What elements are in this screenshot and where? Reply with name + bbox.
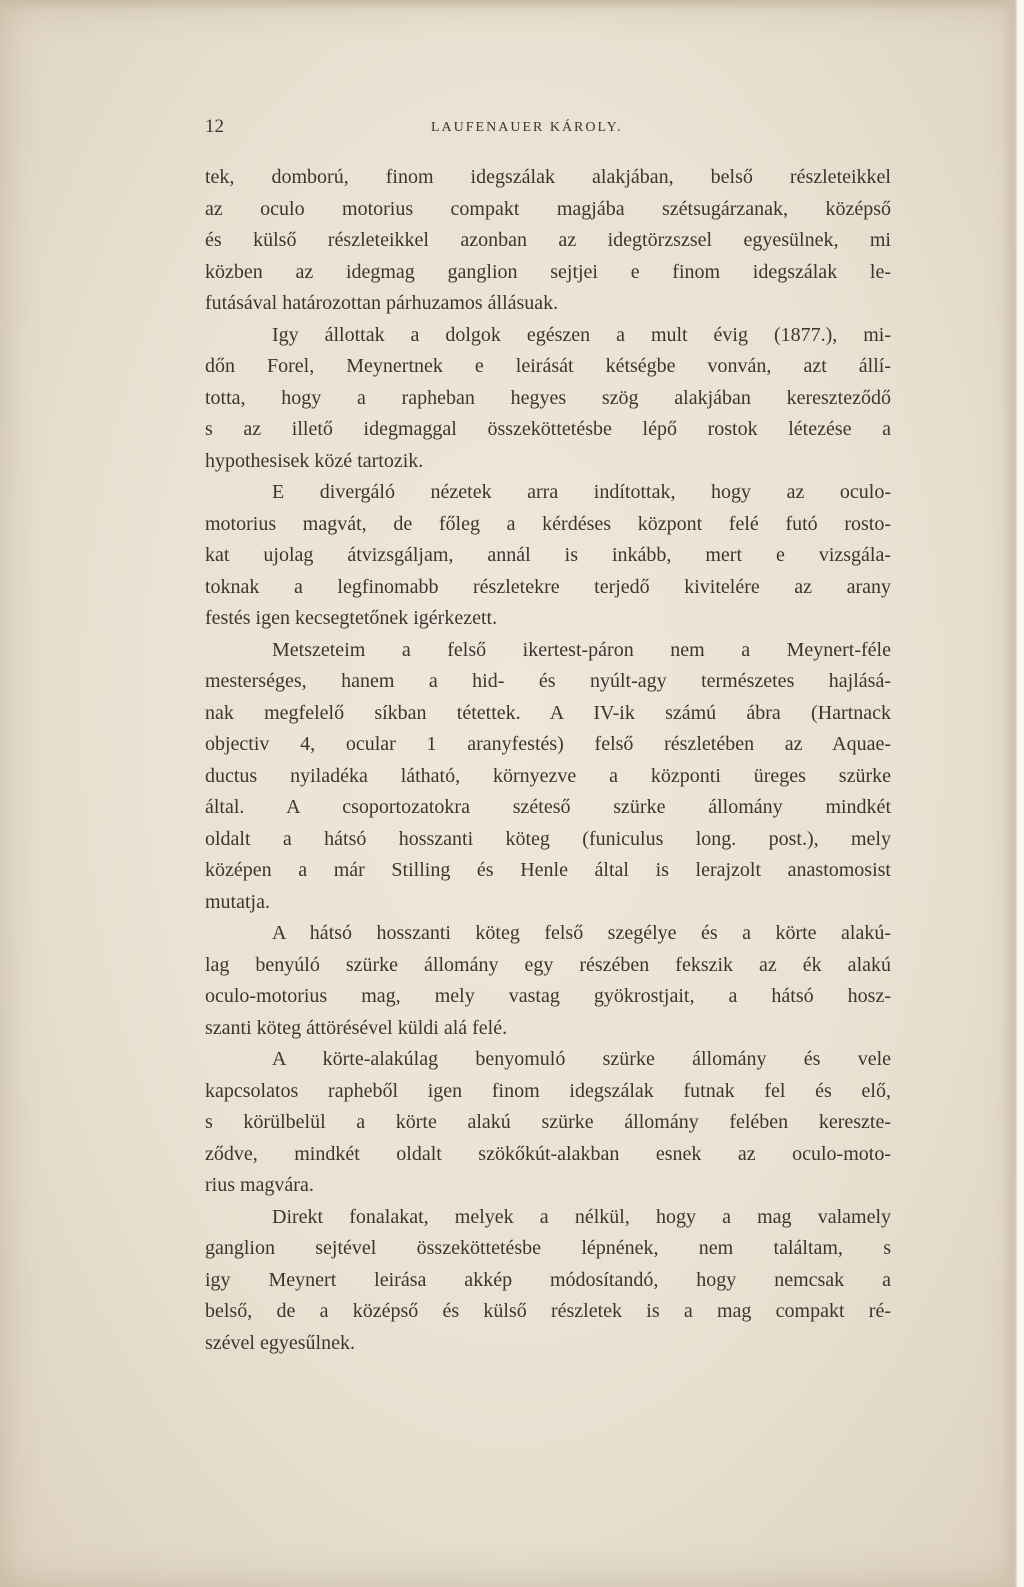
- text-line: belső, de a középső és külső részletek is a mag compakt ré-: [205, 1300, 891, 1322]
- text-line: kapcsolatos rapheből igen finom idegszálak futnak fel és elő,: [205, 1079, 891, 1102]
- text-line: az oculo motorius compakt magjába szétsugárzanak, középső: [205, 197, 891, 220]
- text-line: mutatja.: [205, 890, 270, 913]
- text-line: rius magvára.: [205, 1174, 314, 1196]
- paragraph: [205, 635, 891, 919]
- text-line: motorius magvát, de főleg a kérdéses központ felé futó rosto-: [205, 512, 891, 535]
- text-line: mesterséges, hanem a hid- és nyúlt-agy természetes hajlásá-: [205, 670, 891, 692]
- paragraph: [205, 918, 891, 1044]
- text-line: A hátsó hosszanti köteg felső szegélye és a körte alakú-: [272, 922, 891, 944]
- paragraph: [205, 320, 891, 478]
- text-line: középen a már Stilling és Henle által is lerajzolt anastomosist: [205, 859, 891, 881]
- text-line: szével egyesűlnek.: [205, 1331, 355, 1354]
- text-line: és külső részleteikkel azonban az idegtörzszsel egyesülnek, mi: [205, 229, 891, 251]
- text-line: futásával határozottan párhuzamos állásuak.: [205, 292, 559, 314]
- text-line: nak megfelelő síkban tétettek. A IV-ik számú ábra (Hartnack: [205, 701, 891, 724]
- text-line: s az illető idegmaggal összeköttetésbe lépő rostok létezése a: [205, 418, 891, 440]
- text-line: Igy állottak a dolgok egészen a mult évig (1877.), mi-: [272, 323, 891, 346]
- text-line: A körte-alakúlag benyomuló szürke állomány és vele: [272, 1048, 891, 1070]
- page-top-shadow: [0, 0, 1024, 10]
- text-line: hypothesisek közé tartozik.: [205, 449, 424, 472]
- paragraph: [205, 477, 891, 635]
- text-line: E divergáló nézetek arra indítottak, hogy az oculo-: [272, 481, 891, 503]
- text-line: oldalt a hátsó hosszanti köteg (funiculus long. post.), mely: [205, 827, 891, 850]
- text-line: által. A csoportozatokra széteső szürke állomány mindkét: [205, 796, 891, 818]
- text-line: s körülbelül a körte alakú szürke állomány felében keresztе-: [205, 1111, 891, 1133]
- text-line: Direkt fonalakat, melyek a nélkül, hogy a mag valamely: [272, 1205, 891, 1228]
- text-line: kat ujolag átvizsgáljam, annál is inkább, mert e vizsgála-: [205, 544, 891, 566]
- text-line: objectiv 4, ocular 1 aranyfestés) felső részletében az Aquae-: [205, 733, 891, 755]
- page-number: 12: [205, 116, 224, 137]
- text-line: igy Meynert leirása akkép módosítandó, hogy nemcsak a: [205, 1268, 891, 1291]
- paragraph: [205, 1044, 891, 1202]
- text-line: ductus nyiladéka látható, környezve a központi üreges szürke: [205, 764, 891, 787]
- text-line: ződve, mindkét oldalt szökőkút-alakban esnek az oculo-moto-: [205, 1142, 891, 1165]
- text-line: oculo-motorius mag, mely vastag gyökrostjait, a hátsó hosz-: [205, 985, 891, 1007]
- paragraph: [205, 1202, 891, 1360]
- paragraph: [205, 162, 891, 320]
- text-line: Metszeteim a felső ikertest-páron nem a Meynert-féle: [272, 638, 891, 661]
- text-line: totta, hogy a rapheban hegyes szög alakjában kereszteződő: [205, 386, 891, 409]
- text-line: festés igen kecsegtetőnek igérkezett.: [205, 607, 498, 629]
- page-header: [205, 116, 895, 142]
- text-line: szanti köteg áttörésével küldi alá felé.: [205, 1016, 508, 1039]
- page-right-edge: [1002, 0, 1024, 1587]
- text-line: tek, domború, finom idegszálak alakjában, belső részleteikkel: [205, 166, 891, 188]
- running-head: LAUFENAUER KÁROLY.: [431, 120, 623, 135]
- body-text: [205, 162, 891, 1359]
- text-line: közben az idegmag ganglion sejtjei e finom idegszálak le-: [205, 260, 891, 283]
- text-line: lag benyúló szürke állomány egy részében fekszik az ék alakú: [205, 953, 891, 976]
- text-line: toknak a legfinomabb részletekre terjedő kivitelére az arany: [205, 575, 891, 598]
- text-line: dőn Forel, Meynertnek e leirását kétségbe vonván, azt állí-: [205, 355, 891, 377]
- text-line: ganglion sejtével összeköttetésbe lépnének, nem találtam, s: [205, 1237, 891, 1259]
